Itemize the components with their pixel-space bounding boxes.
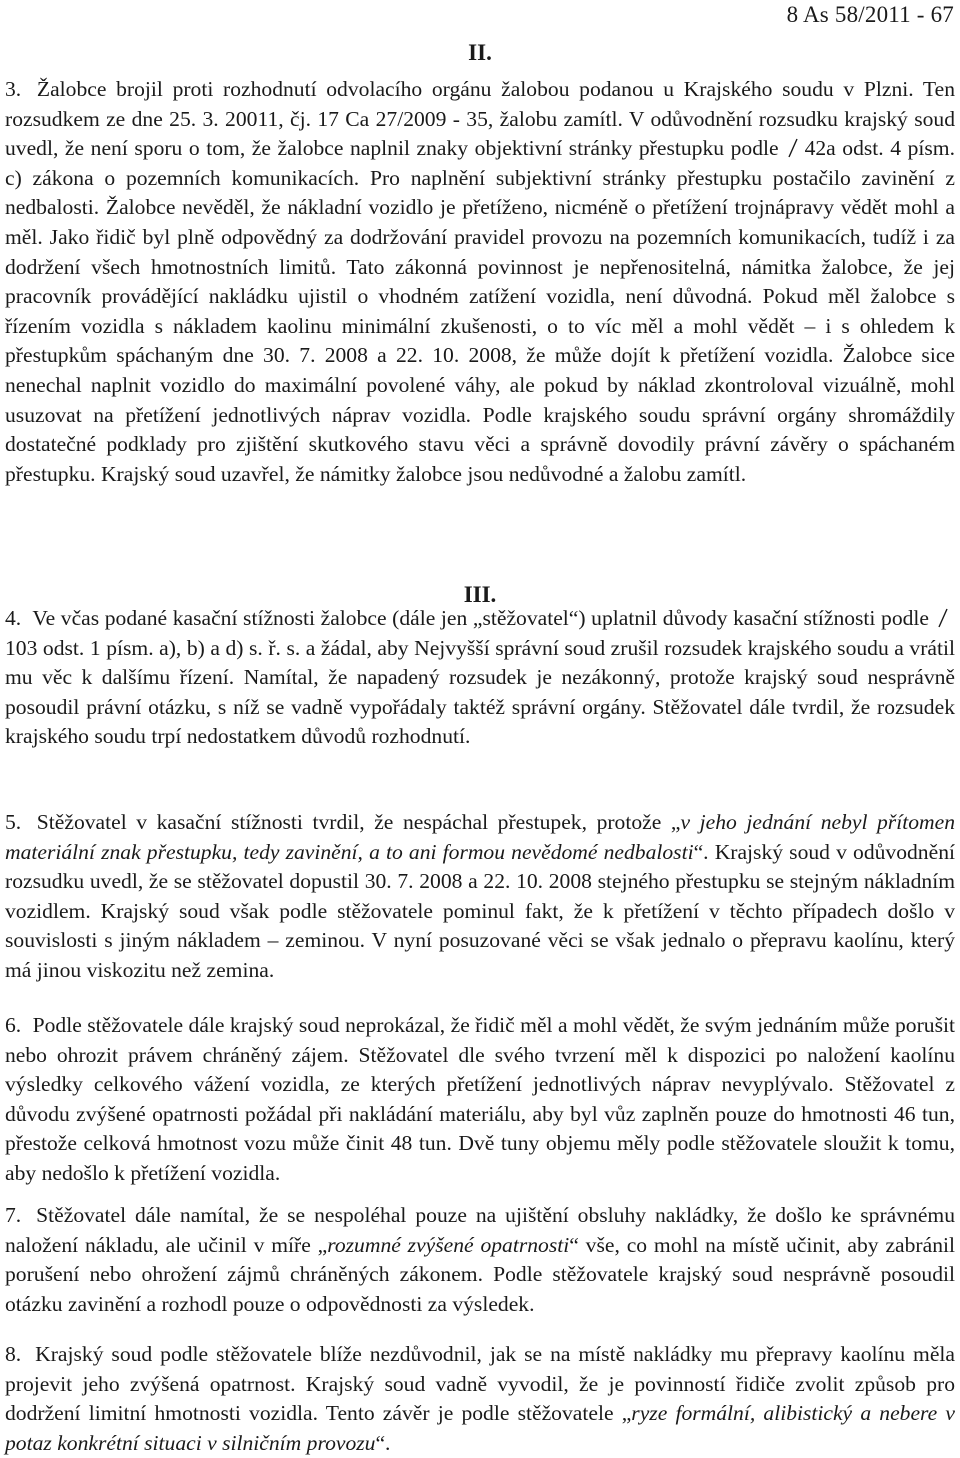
paragraph-3: [5, 75, 955, 489]
paragraph-number: 6.: [5, 1013, 22, 1037]
paragraph-number: 3.: [5, 77, 22, 101]
paragraph-number: 4.: [5, 606, 22, 630]
section-sign-icon: [787, 137, 799, 157]
paragraph-number: 7.: [5, 1203, 22, 1227]
paragraph-4: [5, 604, 955, 752]
paragraph-8: [5, 1340, 955, 1458]
paragraph-text: Ve včas podané kasační stížnosti žalobce (dále jen „stěžovatel“) uplatnil důvody kasační stížnosti podle: [32, 606, 930, 630]
paragraph-text: Krajský soud podle stěžovatele blíže nezdůvodnil, jak se na místě nakládky mu přepravy kaolínu měla projevit jeho zvýšená opatrnost. Krajský soud vadně vyvodil, že je povinností řidiče zvolit způsob pro dodržení limitní hmotnosti vozidla. Tento závěr je podle stěžovatele „: [5, 1342, 955, 1426]
section-heading-ii: II.: [468, 40, 492, 65]
paragraph-6: [5, 1011, 955, 1189]
section-sign-icon: [937, 607, 949, 627]
paragraph-text: Podle stěžovatele dále krajský soud neprokázal, že řidič měl a mohl vědět, že svým jednáním může porušit nebo ohrozit právem chráněný zájem. Stěžovatel dle svého tvrzení měl k dispozici po naložení kaolínu výsledky celkového vážení vozidla, ze kterých přetížení jednotlivých náprav nevyplývalo. Stěžovatel z důvodu zvýšené opatrnosti požádal při nakládání materiálu, aby byl vůz zaplněn pouze do hmotnosti 46 tun, přestože celková hmotnost vozu může činit 48 tun. Dvě tuny objemu měly podle stěžovatele sloužit k tomu, aby nedošlo k přetížení vozidla.: [5, 1013, 955, 1185]
paragraph-text-continued: “.: [375, 1430, 391, 1455]
paragraph-number: 5.: [5, 810, 22, 834]
paragraph-7: [5, 1201, 955, 1319]
paragraph-quote: ryze formální, alibistický a nebere v potaz konkrétní situaci v silničním provozu: [5, 1401, 955, 1455]
paragraph-text: Žalobce brojil proti rozhodnutí odvolacího orgánu žalobou podanou u Krajského soudu v Plzni. Ten rozsudkem ze dne 25. 3. 20011, čj. 17 Ca 27/2009 - 35, žalobu zamítl. V odůvodnění rozsudku krajský soud uvedl, že není sporu o tom, že žalobce naplnil znaky objektivní stránky přestupku podle: [5, 77, 955, 161]
paragraph-5: [5, 808, 955, 986]
paragraph-text-continued: 42a odst. 4 písm. c) zákona o pozemních komunikacích. Pro naplnění subjektivní stránky přestupku postačilo zavinění z nedbalosti. Žalobce nevěděl, že nákladní vozidlo je přetíženo, nicméně o přetížení trojnápravy vědět mohl a měl. Jako řidič byl plně odpovědný za dodržování pravidel provozu na pozemních komunikacích, tudíž i za dodržení všech hmotnostních limitů. Tato zákonná povinnost je nepřenositelná, námitka žalobce, že jej pracovník provádějící nakládku ujistil o vhodném zatížení vozidla, není důvodná. Pokud měl žalobce s řízením vozidla s nákladem kaolinu minimální zkušenosti, o to víc měl a mohl vědět – i s ohledem k přestupkům spáchaným dne 30. 7. 2008 a 22. 10. 2008, že může dojít k přetížení vozidla. Žalobce sice nenechal naplnit vozidlo do maximální povolené váhy, ale pokud by náklad zkontroloval vizuálně, mohl usuzovat na přetížení jednotlivých náprav vozidla. Podle krajského soudu správní orgány shromáždily dostatečné podklady pro zjištění skutkového stavu věci a správně dovodily právní závěry o spáchaném přestupku. Krajský soud uzavřel, že námitky žalobce jsou nedůvodné a žalobu zamítl.: [5, 136, 955, 486]
paragraph-number: 8.: [5, 1342, 22, 1366]
paragraph-text: Stěžovatel v kasační stížnosti tvrdil, že nespáchal přestupek, protože „: [36, 810, 681, 834]
page-reference: 8 As 58/2011 - 67: [786, 2, 954, 27]
paragraph-quote: rozumné zvýšené opatrnosti: [327, 1232, 570, 1257]
paragraph-quote: v jeho jednání nebyl přítomen materiální znak přestupku, tedy zavinění, a to ani formou nevědomé nedbalosti: [5, 810, 955, 864]
paragraph-text: Stěžovatel dále namítal, že se nespoléhal pouze na ujištění obsluhy nakládky, že došlo ke správnému naložení nákladu, ale učinil v míře „: [5, 1203, 955, 1257]
section-heading-iii: III.: [463, 582, 497, 607]
paragraph-text-continued: 103 odst. 1 písm. a), b) a d) s. ř. s. a žádal, aby Nejvyšší správní soud zrušil rozsudek krajského soudu a vrátil mu věc k dalšímu řízení. Namítal, že napadený rozsudek je nezákonný, protože krajský soud nesprávně posoudil právní otázku, s níž se vadně vypořádaly taktéž správní orgány. Stěžovatel dále tvrdil, že rozsudek krajského soudu trpí nedostatkem důvodů rozhodnutí.: [5, 635, 955, 749]
paragraph-text-continued: “. Krajský soud v odůvodnění rozsudku uvedl, že se stěžovatel dopustil 30. 7. 2008 a 22. 10. 2008 stejného přestupku se stejným nákladním vozidlem. Krajský soud však podle stěžovatele pominul fakt, že k přetížení v těchto případech došlo v souvislosti s jiným nákladem – zeminou. V nyní posuzované věci se však jednalo o přepravu kaolínu, který má jinou viskozitu než zemina.: [5, 839, 955, 982]
paragraph-text-continued: “ vše, co mohl na místě učinit, aby zabránil porušení nebo ohrožení zájmů chráněných zákonem. Podle stěžovatele krajský soud nesprávně posoudil otázku zavinění a rozhodl pouze o odpovědnosti za výsledek.: [5, 1232, 955, 1316]
